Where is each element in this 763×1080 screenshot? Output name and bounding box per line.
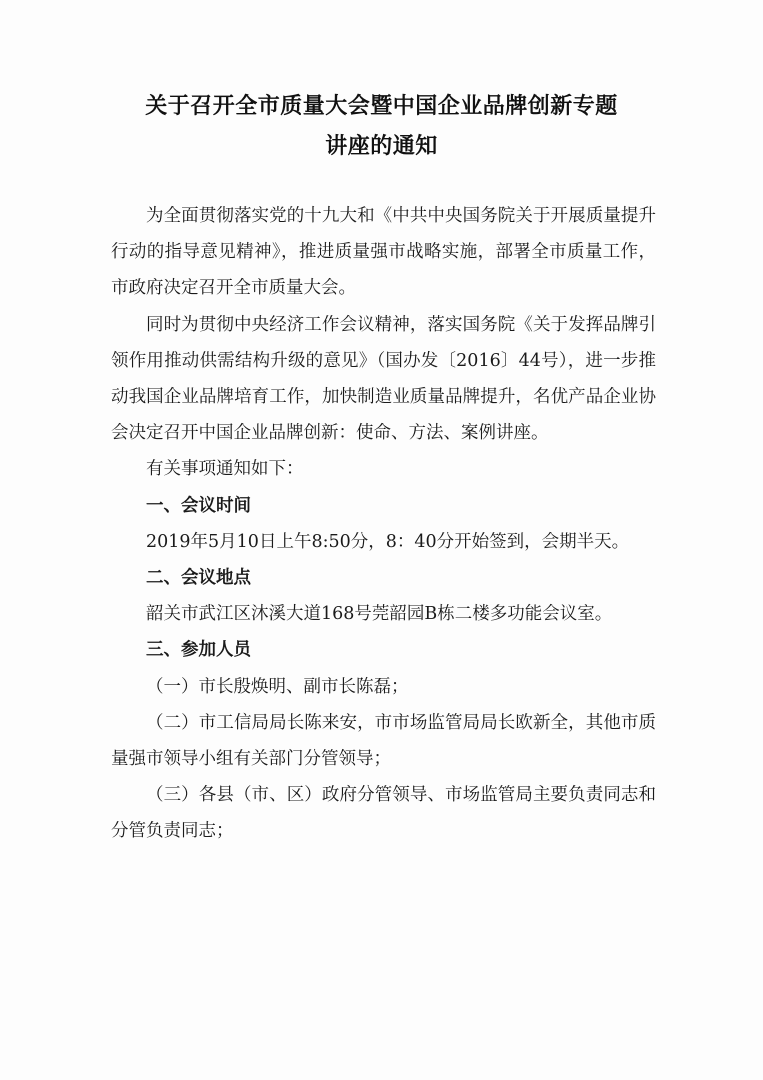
section-heading-location: 二、会议地点	[146, 568, 251, 589]
attendee-item-1: （一）市长殷焕明、副市长陈磊；	[146, 676, 409, 697]
section-heading-time: 一、会议时间	[146, 495, 251, 516]
document-title-line1: 关于召开全市质量大会暨中国企业品牌创新专题	[145, 94, 618, 119]
document-body	[111, 198, 656, 850]
document-title-line2: 讲座的通知	[325, 134, 438, 159]
attendee-item-3: （三）各县（市、区）政府分管领导、市场监管局主要负责同志和分管负责同志；	[111, 785, 656, 842]
section-heading-attendees: 三、参加人员	[146, 640, 251, 661]
section-text-time: 2019年5月10日上午8:50分，8：40分开始签到，会期半天。	[146, 531, 630, 552]
section-text-location: 韶关市武江区沐溪大道168号莞韶园B栋二楼多功能会议室。	[146, 604, 613, 625]
paragraph-intro: 为全面贯彻落实党的十九大和《中共中央国务院关于开展质量提升行动的指导意见精神》，推进质量强市战略实施，部署全市质量工作，市政府决定召开全市质量大会。	[111, 206, 656, 299]
paragraph-notice: 有关事项通知如下：	[146, 459, 304, 480]
paragraph-brand-lecture: 同时为贯彻中央经济工作会议精神，落实国务院《关于发挥品牌引领作用推动供需结构升级的意见》（国办发〔2016〕44号），进一步推动我国企业品牌培育工作，加快制造业质量品牌提升，名优产品企业协会决定召开中国企业品牌创新：使命、方法、案例讲座。	[111, 314, 656, 444]
attendee-item-2: （二）市工信局局长陈来安，市市场监管局局长欧新全，其他市质量强市领导小组有关部门分管领导；	[111, 712, 656, 770]
